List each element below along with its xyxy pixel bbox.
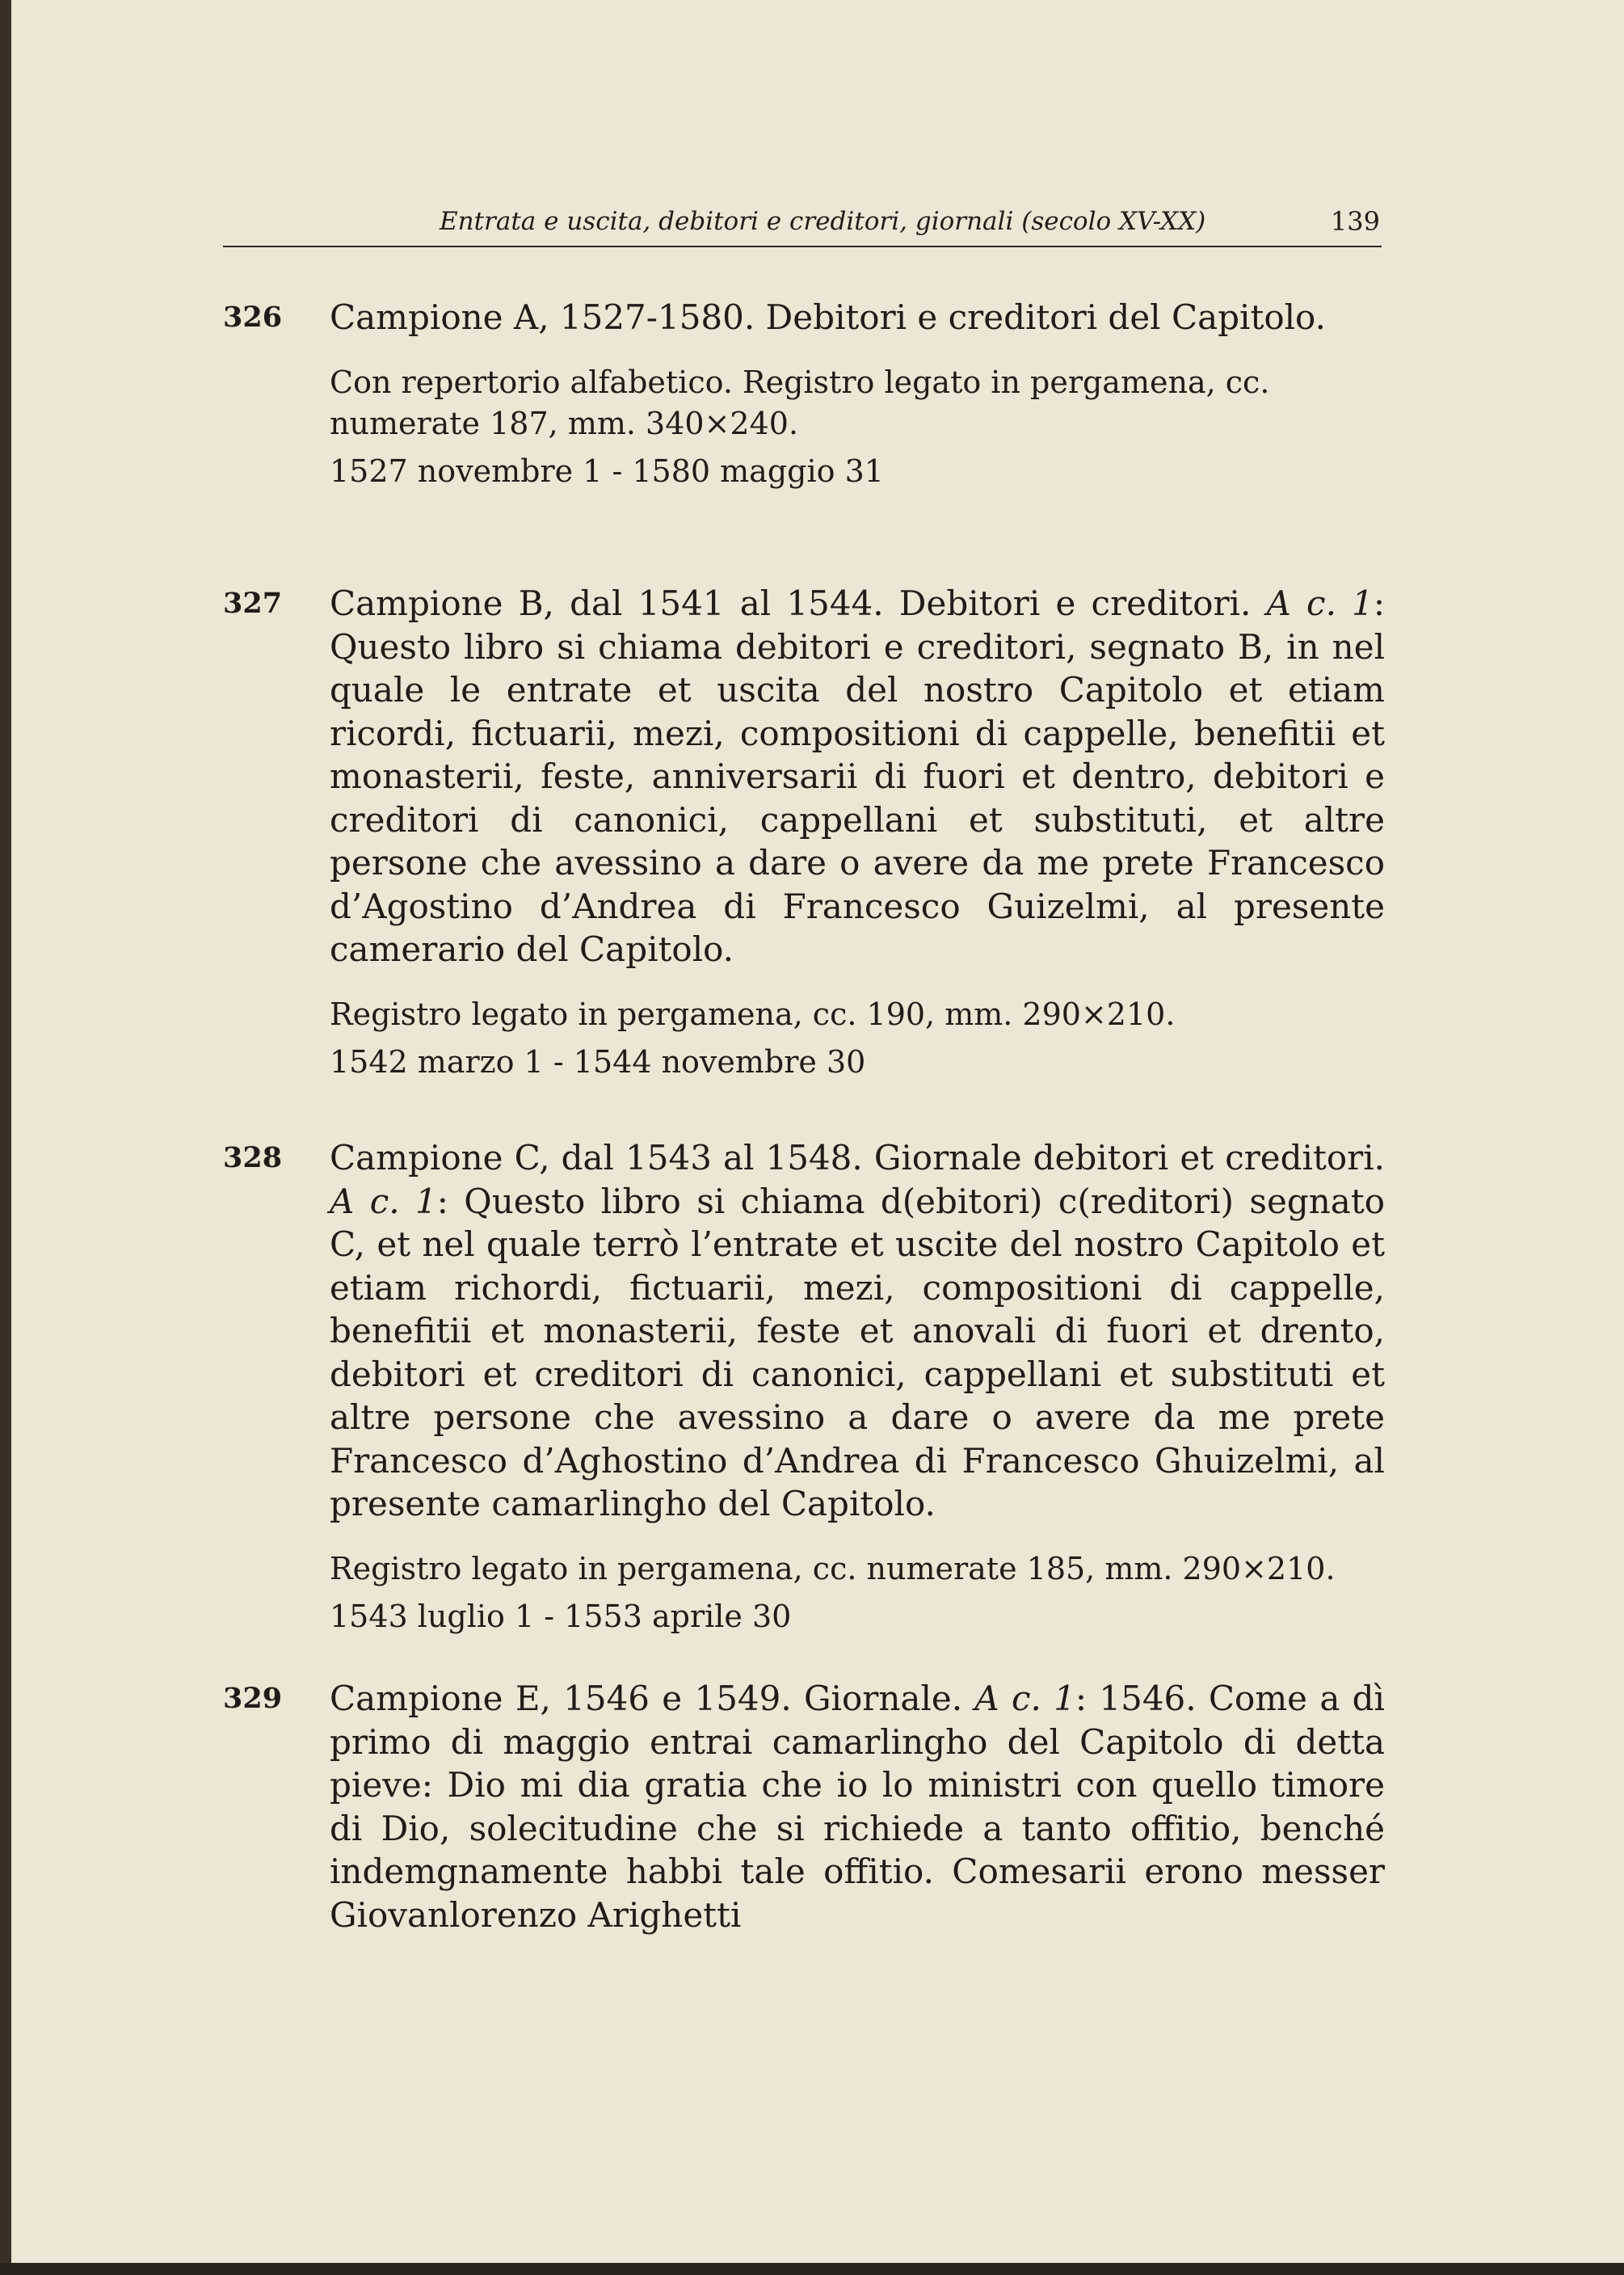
entry-physical-note: Con repertorio alfabetico. Registro legato in pergamena, cc. numerate 187, mm. 340×240. bbox=[330, 364, 1270, 441]
entry-description: Campione C, dal 1543 al 1548. Giornale debitori et creditori. A c. 1: Questo libro si chiama d(ebitori) c(reditori) segnato C, et nel quale terrò l’entrate et uscite del nostro Capitolo et etiam richordi, fictuarii, mezi, compositioni di cappelle, benefitii et monasterii, feste et anovali di fuori et drento, debitori et creditori di canonici, cappellani et substituti et altre persone che avessino a dare o avere da me prete Francesco d’Aghostino d’Andrea di Francesco Ghuizelmi, al presente camarlingho del Capitolo. bbox=[330, 1138, 1385, 1523]
entry-description: Campione B, dal 1541 al 1544. Debitori e creditori. A c. 1: Questo libro si chiama debitori e creditori, segnato B, in nel quale le entrate et uscita del nostro Capitolo et etiam ricordi, fictuarii, mezi, compositioni di cappelle, benefitii et monasterii, feste, anniversarii di fuori et dentro, debitori e creditori di canonici, cappellani et substituti, et altre persone che avessino a dare o avere da me prete Francesco d’Agostino d’Andrea di Francesco Guizelmi, al presente camerario del Capitolo. bbox=[330, 583, 1385, 969]
entry-physical-note: Registro legato in pergamena, cc. 190, mm. 290×210. bbox=[330, 996, 1176, 1032]
entry-body bbox=[330, 296, 1385, 492]
folio-marker: A c. 1 bbox=[974, 1679, 1075, 1718]
page-number: 139 bbox=[1330, 206, 1380, 237]
entry-number: 327 bbox=[223, 587, 283, 620]
page-binding-edge bbox=[0, 0, 11, 2275]
entry-body bbox=[330, 1136, 1385, 1637]
entry-body bbox=[330, 582, 1385, 1083]
folio-marker: A c. 1 bbox=[1266, 583, 1374, 623]
entry-number: 329 bbox=[223, 1682, 283, 1715]
entry-number: 326 bbox=[223, 301, 283, 334]
entry-body bbox=[330, 1677, 1385, 1936]
page-header bbox=[223, 205, 1382, 247]
entry-number: 328 bbox=[223, 1141, 283, 1174]
running-title: Entrata e uscita, debitori e creditori, giornali (secolo XV-XX) bbox=[440, 207, 1206, 236]
entry-description: Campione E, 1546 e 1549. Giornale. A c. 1: 1546. Come a dì primo di maggio entrai camarlingho del Capitolo di detta pieve: Dio mi dia gratia che io lo ministri con quello timore di Dio, solecitudine che si richiede a tanto offitio, benché indemgnamente habbi tale offitio. Comesarii erono messer Giovanlorenzo Arighetti bbox=[330, 1679, 1385, 1935]
entry-description: Campione A, 1527-1580. Debitori e creditori del Capitolo. bbox=[330, 297, 1326, 337]
entry-date-range: 1543 luglio 1 - 1553 aprile 30 bbox=[330, 1598, 792, 1634]
page-bottom-edge bbox=[0, 2263, 1624, 2275]
entry-date-range: 1527 novembre 1 - 1580 maggio 31 bbox=[330, 453, 884, 489]
folio-marker: A c. 1 bbox=[330, 1181, 437, 1221]
entry-physical-note: Registro legato in pergamena, cc. numerate 185, mm. 290×210. bbox=[330, 1550, 1336, 1586]
entry-date-range: 1542 marzo 1 - 1544 novembre 30 bbox=[330, 1043, 866, 1080]
